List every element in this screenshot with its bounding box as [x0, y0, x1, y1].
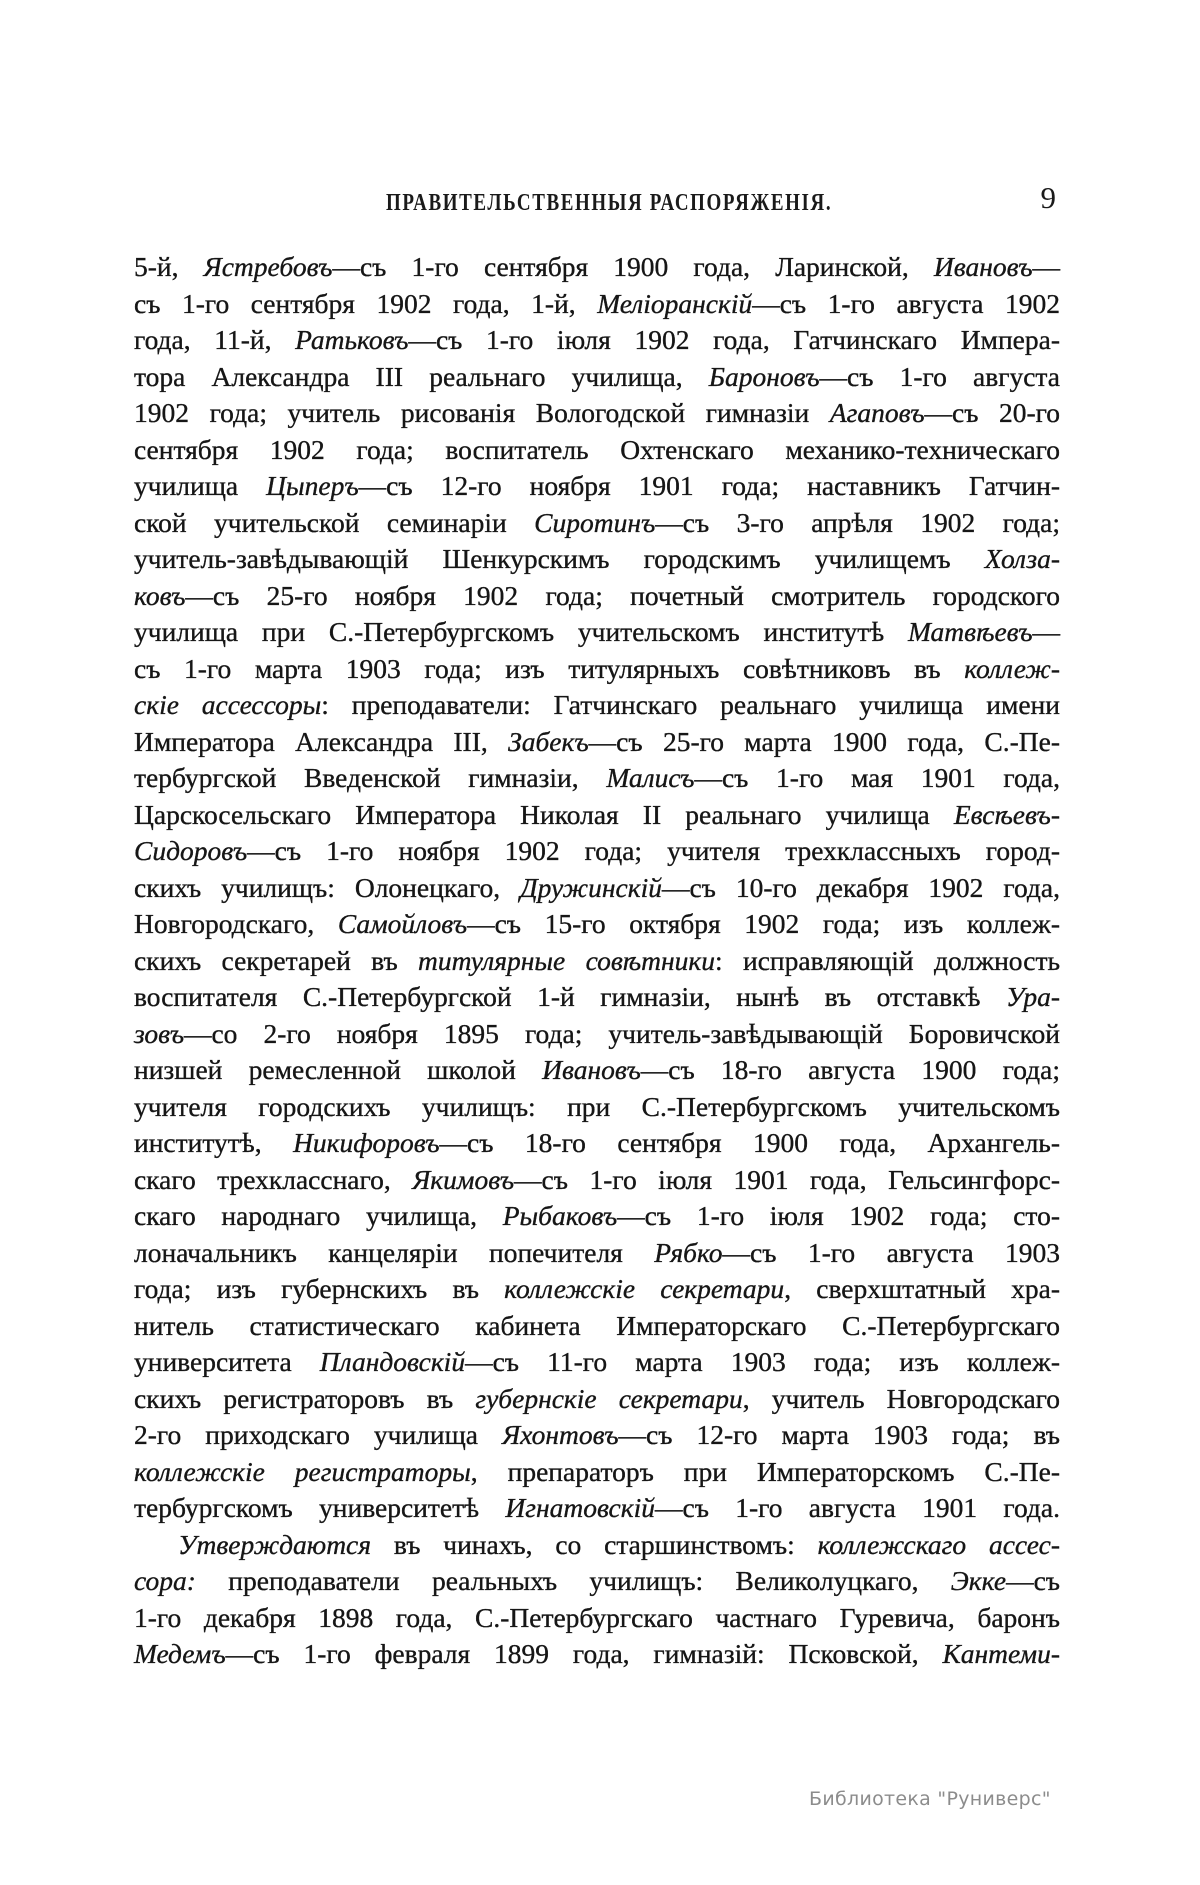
text-line [134, 1308, 1060, 1345]
text-segment: —съ 10-го декабря 1902 года, [661, 871, 1060, 903]
text-segment: —съ 25-го ноября 1902 года; почетный смотритель городского [185, 579, 1060, 611]
text-segment: скихъ училищъ: Олонецкаго, [134, 871, 521, 903]
italic-text: Меліоранскій [597, 287, 753, 319]
text-segment: скаго народнаго училища, [134, 1200, 503, 1231]
text-line [134, 468, 1060, 505]
text-segment: —съ 1-го августа 1903 [722, 1236, 1060, 1268]
text-segment: университета [134, 1346, 320, 1377]
text-line [134, 760, 1060, 797]
italic-text: Цыперъ [266, 470, 359, 501]
text-segment: —съ 20-го [924, 397, 1060, 428]
italic-text: Медемъ [134, 1638, 226, 1669]
text-segment: ской учительской семинаріи [134, 506, 535, 538]
text-segment: —съ 18-го августа 1900 года; [640, 1054, 1060, 1085]
text-segment: —съ [1006, 1565, 1060, 1596]
text-line [134, 1381, 1060, 1418]
text-segment: низшей ремесленной школой [134, 1054, 543, 1085]
text-line [134, 833, 1060, 870]
italic-text: Кантеми- [942, 1638, 1060, 1669]
italic-text: зовъ [134, 1017, 184, 1049]
text-line [134, 724, 1060, 761]
italic-text: Бароновъ [708, 360, 820, 392]
paragraph-first-line [134, 1527, 1060, 1564]
italic-text: Утверждаются [178, 1528, 372, 1560]
text-segment: съ 1-го сентября 1902 года, 1-й, [134, 287, 598, 319]
italic-text: Ратьковъ [295, 324, 409, 355]
text-segment: тербургской Введенской гимназіи, [134, 762, 607, 793]
italic-text: Дружинскій [520, 871, 662, 903]
text-segment: : преподаватели: Гатчинскаго реальнаго училища имени [321, 689, 1060, 720]
text-segment: скихъ секретарей въ [134, 944, 419, 976]
text-segment: тербургскомъ университетѣ [134, 1492, 506, 1523]
text-line [134, 979, 1060, 1016]
text-line [134, 1016, 1060, 1053]
italic-text: Рыбаковъ [502, 1200, 618, 1231]
text-segment: —съ 1-го августа [819, 360, 1060, 392]
text-line [134, 578, 1060, 615]
text-segment: —съ 1-го іюля 1901 года, Гельсингфорс- [514, 1163, 1060, 1195]
italic-text: коллеж- [964, 652, 1060, 684]
library-watermark: Библиотека "Руниверс" [809, 1788, 1051, 1810]
text-segment: —съ 11-го марта 1903 года; изъ коллеж- [465, 1346, 1060, 1377]
text-segment: нитель статистическаго кабинета Императорскаго С.-Петербургскаго [134, 1309, 1060, 1341]
text-segment: лоначальникъ канцеляріи попечителя [134, 1236, 655, 1268]
text-line [134, 687, 1060, 724]
italic-text: сора: [134, 1565, 196, 1596]
text-segment: —съ 1-го мая 1901 года, [694, 762, 1060, 793]
italic-text: Игнатовскій [505, 1492, 656, 1523]
italic-text: титулярные совѣтники [418, 944, 716, 976]
italic-text: Сидоровъ [134, 835, 248, 866]
text-line [134, 906, 1060, 943]
text-segment: —съ 1-го августа 1901 года. [655, 1492, 1060, 1523]
text-line [134, 1563, 1060, 1600]
text-segment: Императора Александра III, [134, 725, 509, 757]
italic-text: Пландовскій [319, 1346, 466, 1377]
text-segment: учителя городскихъ училищъ: при С.-Петербургскомъ учительскомъ [134, 1090, 1060, 1122]
text-line [134, 432, 1060, 469]
italic-text: Холза- [984, 543, 1060, 574]
text-segment: 1902 года; учитель рисованія Вологодской гимназіи [134, 397, 830, 428]
text-segment: 2-го приходскаго училища [134, 1419, 503, 1450]
text-segment: учитель-завѣдывающій Шенкурскимъ городскимъ училищемъ [134, 543, 985, 574]
italic-text: Ивановъ [542, 1054, 641, 1085]
text-segment: — [1032, 616, 1060, 647]
text-line [134, 359, 1060, 396]
text-segment: —съ 12-го марта 1903 года; въ [618, 1419, 1060, 1450]
italic-text: Самойловъ [337, 908, 468, 939]
text-line [134, 1052, 1060, 1089]
text-segment: 5-й, [134, 251, 204, 282]
text-line [134, 797, 1060, 834]
italic-text: Евсѣевъ- [953, 798, 1060, 830]
italic-text: Никифоровъ [293, 1127, 440, 1158]
text-segment: 1-го декабря 1898 года, С.-Петербургскаго частнаго Гуревича, баронъ [134, 1601, 1060, 1633]
italic-text: Ура- [1005, 981, 1060, 1012]
italic-text: Экке [950, 1565, 1007, 1596]
italic-text: Малисъ [606, 762, 695, 793]
text-segment: съ 1-го марта 1903 года; изъ титулярныхъ совѣтниковъ въ [134, 652, 965, 684]
italic-text: коллежскіе секретари [504, 1273, 785, 1304]
text-segment: тора Александра III реальнаго училища, [134, 360, 709, 392]
italic-text: Матвѣевъ [908, 616, 1033, 647]
text-segment: —съ 1-го ноября 1902 года; учителя трехклассныхъ город- [247, 835, 1060, 866]
text-segment: —съ 25-го марта 1900 года, С.-Пе- [588, 725, 1060, 757]
text-line [134, 395, 1060, 432]
text-segment: —съ 1-го іюля 1902 года, Гатчинскаго Импера- [408, 324, 1060, 355]
text-line [134, 1417, 1060, 1454]
text-segment: училища [134, 470, 267, 501]
text-line [134, 1454, 1060, 1491]
text-segment: воспитателя С.-Петербургской 1-й гимназіи, нынѣ въ отставкѣ [134, 981, 1006, 1012]
text-segment: Царскосельскаго Императора Николая II реальнаго училища [134, 798, 954, 830]
text-line [134, 1125, 1060, 1162]
text-segment: Новгородскаго, [134, 908, 338, 939]
text-segment: скихъ регистраторовъ въ [134, 1382, 476, 1414]
running-title: ПРАВИТЕЛЬСТВЕННЫЯ РАСПОРЯЖЕНІЯ. [386, 190, 833, 217]
italic-text: коллежскіе регистраторы [134, 1455, 471, 1487]
text-segment: училища при С.-Петербургскомъ учительскомъ институтѣ [134, 616, 909, 647]
text-segment: года, 11-й, [134, 324, 296, 355]
text-segment: —со 2-го ноября 1895 года; учитель-завѣдывающій Боровичской [183, 1017, 1060, 1049]
text-line [134, 1271, 1060, 1308]
text-line [134, 1344, 1060, 1381]
text-line [134, 1089, 1060, 1126]
italic-text: ковъ [134, 579, 186, 611]
text-segment: : исправляющій должность [715, 944, 1060, 976]
text-line [134, 870, 1060, 907]
text-segment: —съ 1-го февраля 1899 года, гимназій: Псковской, [225, 1638, 943, 1669]
text-segment: года; изъ губернскихъ въ [134, 1273, 505, 1304]
text-segment: —съ 1-го іюля 1902 года; сто- [617, 1200, 1060, 1231]
text-segment: —съ 18-го сентября 1900 года, Архангель- [439, 1127, 1060, 1158]
italic-text: Забекъ [508, 725, 589, 757]
text-segment: —съ 15-го октября 1902 года; изъ коллеж- [467, 908, 1060, 939]
text-segment: въ чинахъ, со старшинствомъ: [371, 1528, 818, 1560]
italic-text: губернскіе секретари [475, 1382, 743, 1414]
text-line [134, 249, 1060, 286]
text-line [134, 286, 1060, 323]
text-segment: , учитель Новгородскаго [742, 1382, 1061, 1414]
text-line [134, 943, 1060, 980]
text-segment: скаго трехкласснаго, [134, 1163, 413, 1195]
italic-text: Якимовъ [412, 1163, 515, 1195]
text-line [134, 651, 1060, 688]
text-segment: преподаватели реальныхъ училищъ: Великолуцкаго, [195, 1565, 951, 1596]
italic-text: Ивановъ [933, 251, 1033, 282]
text-segment: —съ 1-го августа 1902 [752, 287, 1060, 319]
text-segment: —съ 3-го апрѣля 1902 года; [655, 506, 1060, 538]
text-line [134, 614, 1060, 651]
text-segment: сентября 1902 года; воспитатель Охтенскаго механико-техническаго [134, 433, 1060, 465]
text-segment: , препараторъ при Императорскомъ С.-Пе- [470, 1455, 1060, 1487]
text-segment: , сверхштатный хра- [784, 1273, 1060, 1304]
italic-text: Сиротинъ [534, 506, 656, 538]
text-line [134, 1198, 1060, 1235]
text-line [134, 505, 1060, 542]
italic-text: коллежскаго ассес- [817, 1528, 1060, 1560]
page-number: 9 [1040, 180, 1056, 215]
text-segment: институтѣ, [134, 1127, 294, 1158]
page-header [134, 180, 1058, 220]
text-segment: — [1032, 251, 1061, 282]
text-segment: —съ 12-го ноября 1901 года; наставникъ Гатчин- [358, 470, 1061, 501]
italic-text: Ястребовъ [203, 251, 333, 282]
italic-text: скіе ассессоры [134, 689, 322, 720]
italic-text: Рябко [654, 1236, 723, 1268]
body-text [134, 249, 1060, 1673]
italic-text: Агаповъ [829, 397, 925, 428]
text-line [134, 1162, 1060, 1199]
text-segment: —съ 1-го сентября 1900 года, Ларинской, [332, 251, 934, 282]
italic-text: Яхонтовъ [502, 1419, 619, 1450]
text-line [134, 1636, 1060, 1673]
text-line [134, 1490, 1060, 1527]
text-line [134, 541, 1060, 578]
text-line [134, 322, 1060, 359]
text-line [134, 1235, 1060, 1272]
text-line [134, 1600, 1060, 1637]
